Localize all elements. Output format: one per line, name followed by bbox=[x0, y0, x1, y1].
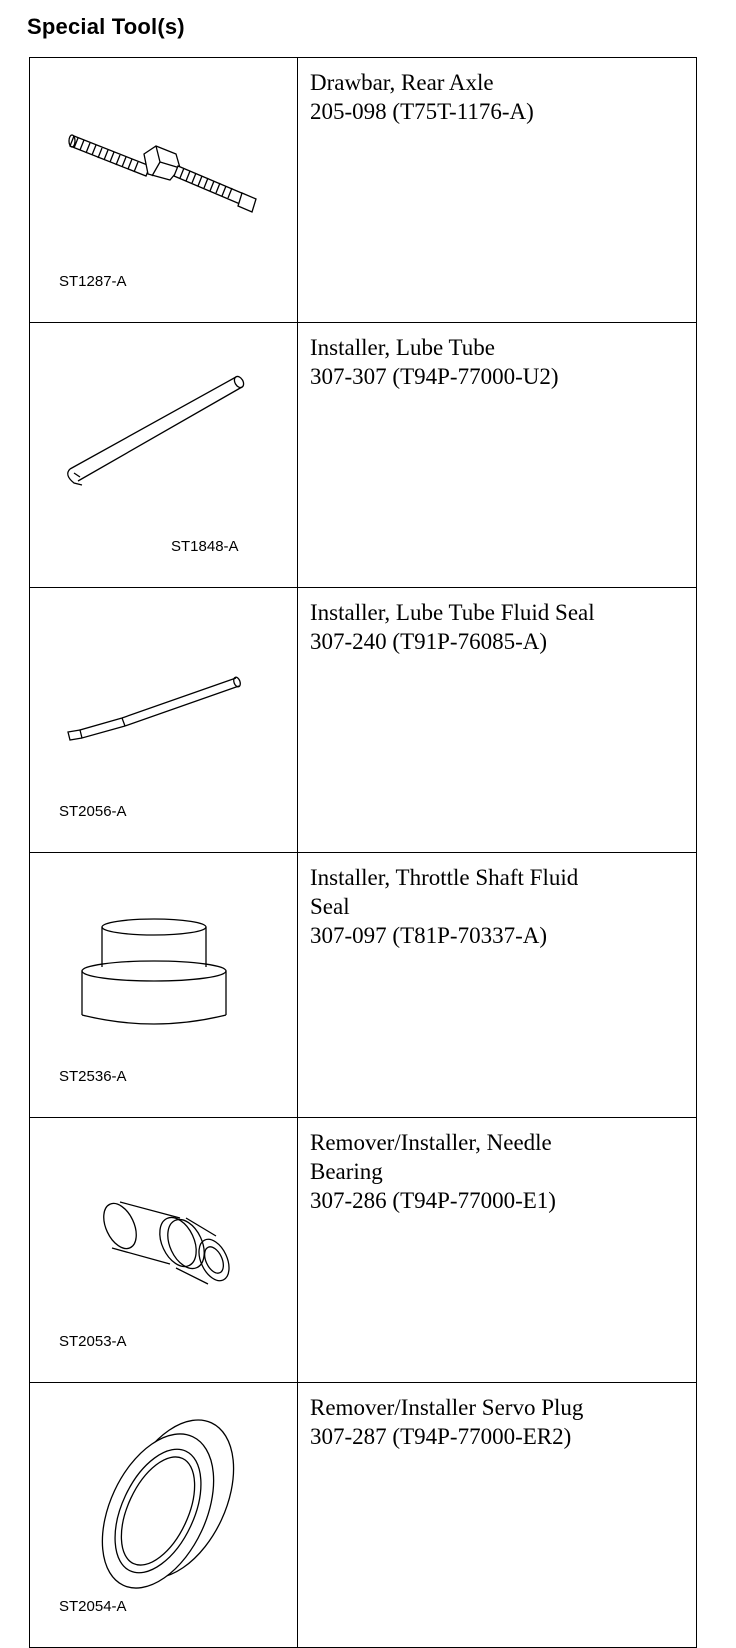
tool-image-cell bbox=[30, 1383, 298, 1648]
table-row bbox=[30, 1118, 697, 1383]
tool-name: Remover/Installer Servo Plug bbox=[310, 1395, 584, 1420]
tool-image-cell bbox=[30, 853, 298, 1118]
tool-description-cell bbox=[298, 1118, 697, 1383]
tool-name: Installer, Lube Tube Fluid Seal bbox=[310, 600, 595, 625]
table-row bbox=[30, 323, 697, 588]
special-tools-table bbox=[29, 57, 697, 1648]
table-row bbox=[30, 853, 697, 1118]
tool-image-label: ST2536-A bbox=[59, 1068, 127, 1085]
page-title: Special Tool(s) bbox=[27, 14, 185, 39]
tool-image-label: ST2054-A bbox=[59, 1598, 127, 1615]
tool-name: Installer, Throttle Shaft Fluid bbox=[310, 865, 579, 890]
tool-description-cell bbox=[298, 853, 697, 1118]
tool-image-cell bbox=[30, 323, 298, 588]
tool-image-label: ST2053-A bbox=[59, 1333, 127, 1350]
tool-image-label: ST1848-A bbox=[171, 538, 239, 555]
tool-description-cell bbox=[298, 588, 697, 853]
table-row bbox=[30, 1383, 697, 1648]
tool-name: Drawbar, Rear Axle bbox=[310, 70, 494, 95]
tool-image-label: ST1287-A bbox=[59, 273, 127, 290]
tool-description-cell bbox=[298, 323, 697, 588]
tool-number: 307-097 (T81P-70337-A) bbox=[310, 923, 547, 948]
tool-image-label: ST2056-A bbox=[59, 803, 127, 820]
tool-description-cell bbox=[298, 58, 697, 323]
tool-image-cell bbox=[30, 58, 298, 323]
tool-number: 307-307 (T94P-77000-U2) bbox=[310, 364, 559, 389]
tool-number: 307-286 (T94P-77000-E1) bbox=[310, 1188, 556, 1213]
tool-number: 307-287 (T94P-77000-ER2) bbox=[310, 1424, 572, 1449]
tool-image-cell bbox=[30, 588, 298, 853]
tool-name: Bearing bbox=[310, 1159, 383, 1184]
table-row bbox=[30, 588, 697, 853]
tool-number: 205-098 (T75T-1176-A) bbox=[310, 99, 534, 124]
tool-number: 307-240 (T91P-76085-A) bbox=[310, 629, 547, 654]
tool-image-cell bbox=[30, 1118, 298, 1383]
tool-description-cell bbox=[298, 1383, 697, 1648]
tool-name: Seal bbox=[310, 894, 350, 919]
tool-name: Installer, Lube Tube bbox=[310, 335, 495, 360]
table-row bbox=[30, 58, 697, 323]
tool-name: Remover/Installer, Needle bbox=[310, 1130, 552, 1155]
lube-tube-installer-icon bbox=[30, 323, 296, 577]
